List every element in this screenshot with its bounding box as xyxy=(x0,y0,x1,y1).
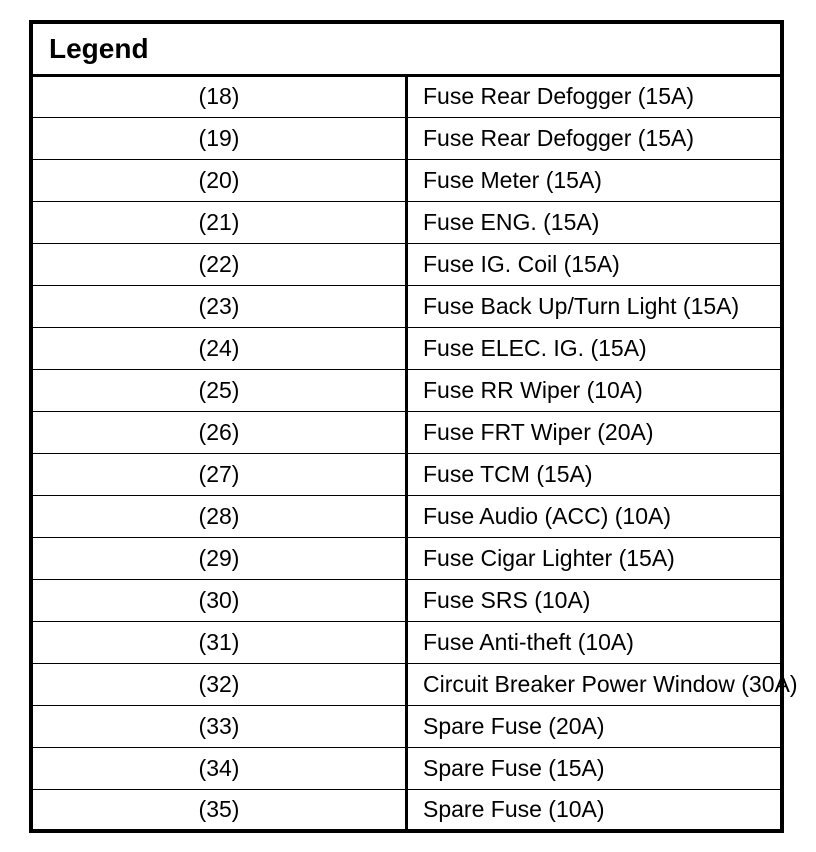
fuse-description: Fuse RR Wiper (10A) xyxy=(407,369,783,411)
legend-table xyxy=(29,20,798,833)
fuse-description: Fuse TCM (15A) xyxy=(407,453,783,495)
fuse-number: (20) xyxy=(31,159,407,201)
fuse-description: Fuse ELEC. IG. (15A) xyxy=(407,327,783,369)
fuse-number: (28) xyxy=(31,495,407,537)
table-row xyxy=(31,159,782,201)
table-row xyxy=(31,117,782,159)
table-row xyxy=(31,663,782,705)
table-row xyxy=(31,579,782,621)
fuse-number: (19) xyxy=(31,117,407,159)
fuse-number: (29) xyxy=(31,537,407,579)
fuse-description: Fuse FRT Wiper (20A) xyxy=(407,411,783,453)
fuse-number: (34) xyxy=(31,747,407,789)
fuse-number: (26) xyxy=(31,411,407,453)
fuse-number: (33) xyxy=(31,705,407,747)
legend-body xyxy=(31,75,798,831)
table-row xyxy=(31,327,782,369)
fuse-number: (21) xyxy=(31,201,407,243)
fuse-description: Fuse Meter (15A) xyxy=(407,159,783,201)
table-row xyxy=(31,747,782,789)
table-row xyxy=(31,453,782,495)
fuse-description: Fuse Rear Defogger (15A) xyxy=(407,117,783,159)
fuse-description: Fuse Audio (ACC) (10A) xyxy=(407,495,783,537)
fuse-number: (24) xyxy=(31,327,407,369)
fuse-description: Spare Fuse (20A) xyxy=(407,705,783,747)
fuse-number: (32) xyxy=(31,663,407,705)
table-row xyxy=(31,369,782,411)
fuse-description: Fuse Cigar Lighter (15A) xyxy=(407,537,783,579)
fuse-description: Fuse ENG. (15A) xyxy=(407,201,783,243)
fuse-description: Spare Fuse (10A) xyxy=(423,795,605,822)
fuse-description: Spare Fuse (15A) xyxy=(407,747,783,789)
fuse-description: Circuit Breaker Power Window (30A) xyxy=(407,663,783,705)
fuse-number: (27) xyxy=(31,453,407,495)
table-row xyxy=(31,285,782,327)
legend-header-row xyxy=(31,22,782,75)
fuse-number: (25) xyxy=(31,369,407,411)
legend-header xyxy=(31,22,782,75)
table-row xyxy=(31,495,782,537)
table-row xyxy=(31,705,782,747)
fuse-number: (31) xyxy=(31,621,407,663)
fuse-number: (30) xyxy=(31,579,407,621)
table-row xyxy=(31,621,782,663)
table-row xyxy=(31,243,782,285)
fuse-description: Fuse Back Up/Turn Light (15A) xyxy=(407,285,783,327)
table-row xyxy=(31,75,782,117)
fuse-description: Fuse SRS (10A) xyxy=(407,579,783,621)
fuse-number: (23) xyxy=(31,285,407,327)
table-row xyxy=(31,537,782,579)
fuse-description: Fuse Anti-theft (10A) xyxy=(407,621,783,663)
table-row xyxy=(31,201,782,243)
fuse-description: Fuse Rear Defogger (15A) xyxy=(407,75,783,117)
fuse-number: (35) xyxy=(31,789,407,831)
table-row xyxy=(31,411,782,453)
table-row xyxy=(31,789,782,831)
fuse-number: (18) xyxy=(31,75,407,117)
legend-title: Legend xyxy=(31,22,782,75)
fuse-number: (22) xyxy=(31,243,407,285)
fuse-description: Fuse IG. Coil (15A) xyxy=(407,243,783,285)
